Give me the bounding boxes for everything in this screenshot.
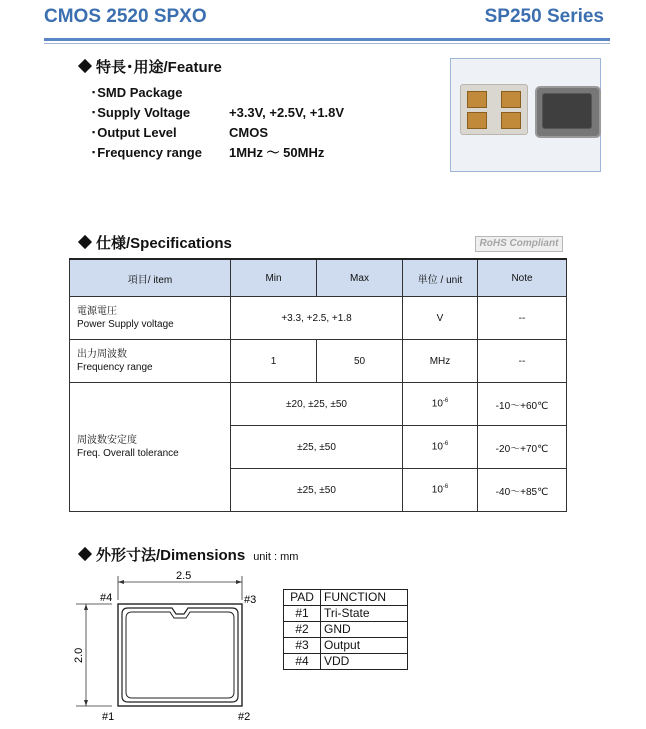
unit-base: 10 xyxy=(431,441,443,453)
spec-min: 1 xyxy=(231,340,317,383)
feature-item xyxy=(92,82,344,102)
product-photo xyxy=(450,58,601,172)
item-jp: 電源電圧 xyxy=(77,306,117,317)
spec-row-frequency xyxy=(70,340,567,383)
spec-item xyxy=(70,340,231,383)
pin-label-2: #2 xyxy=(238,711,251,723)
pin-label-4: #4 xyxy=(100,592,113,604)
arrow-icon xyxy=(84,700,88,706)
arrow-icon xyxy=(118,580,124,584)
rohs-badge: RoHS Compliant xyxy=(475,236,563,252)
solder-pad xyxy=(467,91,487,108)
item-en: Power Supply voltage xyxy=(77,319,174,330)
header-divider xyxy=(44,38,610,41)
pad-row xyxy=(284,654,408,670)
width-label: 2.5 xyxy=(176,570,192,582)
spec-note: -- xyxy=(478,340,567,383)
item-en: Freq. Overall tolerance xyxy=(77,448,179,459)
feature-item xyxy=(92,122,344,142)
pad-function: VDD xyxy=(321,654,408,670)
feature-heading xyxy=(80,56,222,77)
solder-pad xyxy=(501,91,521,108)
function-header: FUNCTION xyxy=(321,590,408,606)
col-item: 項目/ item xyxy=(70,259,231,297)
spec-value: ±25, ±50 xyxy=(231,426,403,469)
package-outline-drawing xyxy=(72,568,272,728)
diamond-bullet-icon xyxy=(78,547,92,561)
col-max: Max xyxy=(317,259,403,297)
series-title: SP250 Series xyxy=(484,6,604,27)
solder-pad xyxy=(501,112,521,129)
header-divider-thin xyxy=(44,43,610,44)
solder-pad xyxy=(467,112,487,129)
chip-bottom-view xyxy=(460,84,528,135)
spec-note: -20～+70℃ xyxy=(478,426,567,469)
pad-row xyxy=(284,638,408,654)
spec-row-power xyxy=(70,297,567,340)
diamond-bullet-icon xyxy=(78,59,92,73)
pad-header: PAD xyxy=(284,590,321,606)
spec-table xyxy=(69,258,567,512)
spec-unit xyxy=(403,469,478,512)
unit-base: 10 xyxy=(431,398,443,410)
spec-value: ±20, ±25, ±50 xyxy=(231,383,403,426)
feature-value: 1MHz ～ 50MHz xyxy=(229,145,325,160)
feature-value: CMOS xyxy=(229,125,268,140)
feature-label: ▪ Output Level xyxy=(92,122,229,143)
pad-number: #2 xyxy=(284,622,321,638)
feature-item xyxy=(92,102,344,122)
col-min: Min xyxy=(231,259,317,297)
col-unit: 単位 / unit xyxy=(403,259,478,297)
specifications-heading xyxy=(80,232,232,253)
unit-exponent: -6 xyxy=(442,441,449,448)
product-title: CMOS 2520 SPXO xyxy=(44,6,207,27)
unit-base: 10 xyxy=(431,484,443,496)
spec-unit xyxy=(403,383,478,426)
spec-unit: MHz xyxy=(403,340,478,383)
feature-label: ▪ Supply Voltage xyxy=(92,102,229,123)
pad-number: #3 xyxy=(284,638,321,654)
spec-unit: V xyxy=(403,297,478,340)
spec-unit xyxy=(403,426,478,469)
spec-max: 50 xyxy=(317,340,403,383)
specifications-heading-text: 仕様/Specifications xyxy=(96,235,232,252)
spec-note: -- xyxy=(478,297,567,340)
pin-label-1: #1 xyxy=(102,711,115,723)
feature-label: ▪ SMD Package xyxy=(92,82,229,103)
dimensions-heading-text: 外形寸法/Dimensions xyxy=(96,547,246,564)
package-lid-outer xyxy=(122,608,238,702)
unit-exponent: -6 xyxy=(442,484,449,491)
dimensions-heading xyxy=(80,544,298,565)
spec-row-tolerance xyxy=(70,383,567,426)
spec-value: ±25, ±50 xyxy=(231,469,403,512)
pad-row xyxy=(284,622,408,638)
pad-function: Output xyxy=(321,638,408,654)
pad-number: #1 xyxy=(284,606,321,622)
spec-value: +3.3, +2.5, +1.8 xyxy=(231,297,403,340)
feature-list xyxy=(92,82,344,162)
chip-top-view xyxy=(535,86,601,138)
package-lid-inner xyxy=(126,612,234,698)
height-label: 2.0 xyxy=(73,647,85,663)
feature-value: +3.3V, +2.5V, +1.8V xyxy=(229,105,345,120)
spec-note: -10～+60℃ xyxy=(478,383,567,426)
pad-function-table xyxy=(283,589,408,670)
item-jp: 周波数安定度 xyxy=(77,435,137,446)
package-body xyxy=(118,604,242,706)
pad-function: Tri-State xyxy=(321,606,408,622)
feature-label: ▪ Frequency range xyxy=(92,142,229,163)
pad-row xyxy=(284,606,408,622)
spec-header-row xyxy=(70,259,567,297)
pad-number: #4 xyxy=(284,654,321,670)
dimensions-unit: unit : mm xyxy=(253,551,299,563)
diamond-bullet-icon xyxy=(78,235,92,249)
pad-function: GND xyxy=(321,622,408,638)
pad-table-header xyxy=(284,590,408,606)
arrow-icon xyxy=(84,604,88,610)
pin-label-3: #3 xyxy=(244,594,257,606)
feature-heading-text: 特長･用途/Feature xyxy=(96,59,222,76)
arrow-icon xyxy=(236,580,242,584)
chip-lid xyxy=(542,93,592,129)
spec-note: -40～+85℃ xyxy=(478,469,567,512)
unit-exponent: -6 xyxy=(442,398,449,405)
feature-item xyxy=(92,142,344,162)
item-jp: 出力周波数 xyxy=(77,349,127,360)
col-note: Note xyxy=(478,259,567,297)
spec-item xyxy=(70,297,231,340)
item-en: Frequency range xyxy=(77,362,153,373)
spec-item xyxy=(70,383,231,512)
